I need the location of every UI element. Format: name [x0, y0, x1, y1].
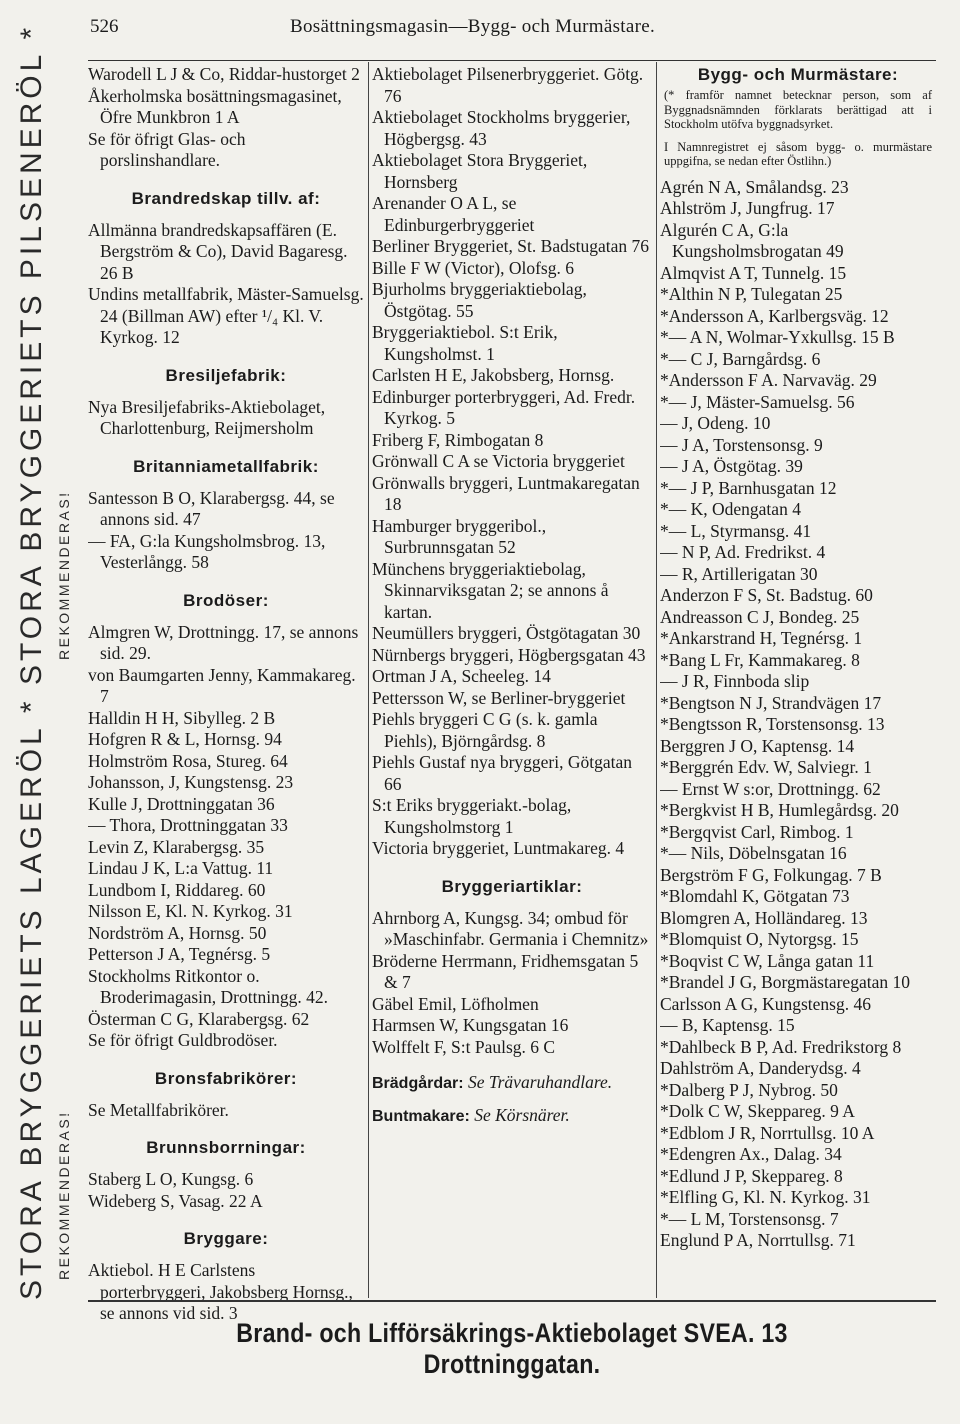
directory-entry: *Berggrén Edv. W, Salviegr. 1: [660, 757, 872, 777]
running-title: Bosättningsmagasin—Bygg- och Murmästare.: [290, 16, 656, 37]
directory-entry: *Dahlbeck B P, Ad. Fredrikstorg 8: [660, 1036, 902, 1057]
directory-entry: Carlsten H E, Jakobsberg, Hornsg.: [372, 365, 615, 385]
directory-entry: Almqvist A T, Tunnelg. 15: [660, 262, 847, 283]
directory-entry: Englund P A, Norrtullsg. 71: [660, 1230, 856, 1250]
directory-entry: Nordström A, Hornsg. 50: [88, 922, 267, 943]
directory-entry: *Edlund J P, Skeppareg. 8: [660, 1165, 843, 1186]
directory-entry: *— K, Odengatan 4: [660, 499, 801, 519]
directory-entry: Se för öfrigt Guldbrodöser.: [88, 1030, 278, 1050]
cross-reference-buntmakare: [372, 1105, 652, 1128]
directory-entry: *Andersson F A. Narvaväg. 29: [660, 370, 877, 390]
page-number: 526: [90, 16, 119, 37]
directory-entry: Undins metallfabrik, Mäster-Samuelsg. 24 (Billman AW) efter ¹/₄ Kl. V. Kyrkog. 12: [88, 284, 364, 347]
directory-entry: *— L, Styrmansg. 41: [660, 520, 812, 541]
directory-entry: S:t Eriks bryggeriakt.-bolag, Kungsholmstorg 1: [372, 795, 572, 837]
directory-entry: Bille F W (Victor), Olofsg. 6: [372, 257, 574, 278]
directory-entry: *Althin N P, Tulegatan 25: [660, 284, 843, 304]
directory-entry: von Baumgarten Jenny, Kammakareg. 7: [88, 664, 356, 706]
directory-entry: *Blomdahl K, Götgatan 73: [660, 886, 850, 906]
directory-entry: Hofgren R & L, Hornsg. 94: [88, 729, 282, 749]
column-1: [88, 64, 364, 1325]
directory-entry: — R, Artillerigatan 30: [660, 563, 818, 584]
directory-entry: Johansson, J, Kungstensg. 23: [88, 772, 294, 792]
side-ad-sub-text-2: REKOMMENDERAS!: [56, 1110, 72, 1280]
directory-entry: Ortman J A, Scheeleg. 14: [372, 666, 551, 686]
directory-entry: *— J, Mäster-Samuelsg. 56: [660, 391, 855, 412]
column-3: [660, 64, 936, 1252]
directory-entry: Agrén N A, Smålandsg. 23: [660, 176, 849, 197]
directory-entry: Ahlström J, Jungfrug. 17: [660, 198, 835, 218]
directory-entry: Ahrnborg A, Kungsg. 34; ombud för »Maschinfabr. Germania i Chemnitz»: [372, 907, 649, 949]
directory-entry: Nürnbergs bryggeri, Högbergsgatan 43: [372, 644, 646, 665]
entry-list-britanniametallfabrik: [88, 488, 364, 574]
directory-entry: *Blomquist O, Nytorgsg. 15: [660, 929, 859, 949]
section-heading-bresiljefabrik: Bresiljefabrik:: [165, 365, 287, 385]
directory-entry: Münchens bryggeriaktiebolag, Skinnarviksgatan 2; se annons å kartan.: [372, 558, 609, 622]
directory-entry: Edinburger porterbryggeri, Ad. Fredr. Kyrkog. 5: [372, 386, 636, 428]
directory-entry: Åkerholmska bosättningsmagasinet, Öfre Munkbron 1 A: [88, 85, 342, 127]
column-divider-2: [656, 62, 657, 1298]
directory-entry: Dahlström A, Danderydsg. 4: [660, 1058, 861, 1078]
directory-entry: Lindau J K, L:a Vattug. 11: [88, 858, 274, 878]
directory-entry: Stockholms Ritkontor o. Broderimagasin, Drottningg. 42.: [88, 965, 328, 1007]
section-heading-brunnsborrningar: Brunnsborrningar:: [146, 1138, 306, 1157]
directory-entry: Almgren W, Drottningg. 17, se annons sid. 29.: [88, 621, 359, 663]
column-divider-1: [368, 62, 369, 1298]
directory-entry: Andreasson C J, Bondeg. 25: [660, 606, 860, 627]
directory-entry: *— A N, Wolmar-Yxkullsg. 15 B: [660, 327, 895, 347]
entry-list-brandredskap: [88, 220, 364, 349]
directory-entry: Wideberg S, Vasag. 22 A: [88, 1190, 263, 1211]
directory-entry: Aktiebol. H E Carlstens porterbryggeri, Jakobsberg Hornsg., se annons vid sid. 3: [88, 1260, 353, 1323]
directory-entry: Warodell L J & Co, Riddar-hustorget 2: [88, 64, 360, 84]
section-heading-brandredskap: Brandredskap tillv. af:: [131, 188, 321, 208]
directory-entry: Nya Bresiljefabriks-Aktiebolaget, Charlottenburg, Reijmersholm: [88, 396, 326, 438]
directory-entry: *Ankarstrand H, Tegnérsg. 1: [660, 628, 863, 648]
directory-entry: *Bengtson N J, Strandvägen 17: [660, 692, 882, 713]
column-2: [372, 64, 652, 1127]
side-advertisement: [0, 23, 84, 1300]
directory-entry: Bryggeriaktiebol. S:t Erik, Kungsholmst. 1: [372, 322, 558, 364]
directory-entry: *Bergkvist H B, Humlegårdsg. 20: [660, 800, 899, 820]
section-heading-bryggare: Bryggare:: [183, 1229, 269, 1248]
directory-entry: Bröderne Herrmann, Fridhemsgatan 5 & 7: [372, 950, 639, 992]
directory-entry: Nilsson E, Kl. N. Kyrkog. 31: [88, 901, 293, 921]
directory-entry: Carlsson A G, Kungstensg. 46: [660, 993, 871, 1014]
buntmakare-text: Se Körsnärer.: [474, 1104, 570, 1125]
directory-entry: Harmsen W, Kungsgatan 16: [372, 1015, 569, 1035]
section-heading-bronsfabrikorer: Bronsfabrikörer:: [154, 1068, 298, 1088]
entry-list-brodoser: [88, 622, 364, 1052]
directory-entry: *— Nils, Döbelnsgatan 16: [660, 843, 847, 863]
entry-list-bresiljefabrik: [88, 397, 364, 440]
entry-list-bronsfabrikorer: [88, 1100, 364, 1122]
directory-entry: Anderzon F S, St. Badstug. 60: [660, 585, 873, 605]
entry-list-brunnsborrningar: [88, 1169, 364, 1212]
directory-entry: Piehls Gustaf nya bryggeri, Götgatan 66: [372, 752, 633, 794]
directory-entry: — J, Odeng. 10: [660, 413, 771, 433]
directory-entry: Se för öfrigt Glas- och porslinshandlare.: [88, 128, 246, 170]
cross-reference-bradgardar: [372, 1072, 652, 1095]
directory-entry: Allmänna brandredskapsaffären (E. Bergström & Co), David Bagaresg. 26 B: [88, 219, 348, 283]
directory-entry: Algurén C A, G:la Kungsholmsbrogatan 49: [660, 219, 844, 261]
directory-entry: Aktiebolaget Stora Bryggeriet, Hornsberg: [372, 150, 588, 192]
directory-entry: — Thora, Drottninggatan 33: [88, 815, 288, 835]
directory-entry: *Edengren Ax., Dalag. 34: [660, 1144, 842, 1164]
section-heading-bryggeriartiklar: Bryggeriartiklar:: [441, 876, 583, 896]
directory-entry: Se Metallfabrikörer.: [88, 1099, 229, 1120]
directory-entry: *Bengtsson R, Torstensonsg. 13: [660, 714, 885, 734]
directory-entry: *Dolk C W, Skeppareg. 9 A: [660, 1101, 855, 1121]
directory-entry: Piehls bryggeri C G (s. k. gamla Piehls), Björngårdsg. 8: [372, 709, 598, 751]
directory-entry: — J A, Östgötag. 39: [660, 456, 803, 476]
directory-entry: — Ernst W s:or, Drottningg. 62: [660, 778, 881, 799]
directory-entry: Grönwall C A se Victoria bryggeriet: [372, 451, 625, 471]
directory-entry: Berggren J O, Kaptensg. 14: [660, 735, 855, 756]
directory-entry: Halldin H H, Sibylleg. 2 B: [88, 707, 276, 728]
directory-entry: — B, Kaptensg. 15: [660, 1015, 795, 1035]
bottom-rule: [88, 1300, 936, 1302]
directory-entry: Pettersson W, se Berliner-bryggeriet: [372, 687, 626, 708]
directory-entry: *— L M, Torstensonsg. 7: [660, 1208, 839, 1229]
directory-entry: Santesson B O, Klarabergsg. 44, se annons sid. 47: [88, 487, 335, 529]
directory-entry: Neumüllers bryggeri, Östgötagatan 30: [372, 623, 641, 643]
directory-entry: Blomgren A, Holländareg. 13: [660, 907, 868, 928]
side-ad-sub-text-1: REKOMMENDERAS!: [56, 490, 72, 660]
directory-entry: *Dalberg P J, Nybrog. 50: [660, 1079, 838, 1100]
directory-entry: Holmström Rosa, Stureg. 64: [88, 750, 288, 771]
directory-entry: *— C J, Barngårdsg. 6: [660, 348, 821, 369]
directory-entry: Grönwalls bryggeri, Luntmakaregatan 18: [372, 472, 640, 514]
directory-entry: *Bergqvist Carl, Rimbog. 1: [660, 821, 854, 842]
directory-entry: *Elfling G, Kl. N. Kyrkog. 31: [660, 1187, 871, 1207]
section-heading-bygg-murmastare: Bygg- och Murmästare:: [697, 65, 899, 84]
directory-entry: Friberg F, Rimbogatan 8: [372, 429, 544, 450]
directory-entry: Bjurholms bryggeriaktiebolag, Östgötag. 55: [372, 279, 587, 321]
directory-entry: Bergström F G, Folkungag. 7 B: [660, 864, 882, 885]
directory-entry: Victoria bryggeriet, Luntmakareg. 4: [372, 838, 625, 858]
directory-entry: Gäbel Emil, Löfholmen: [372, 993, 539, 1014]
directory-entry: *Andersson A, Karlbergsväg. 12: [660, 305, 889, 326]
directory-entry: Lundbom I, Riddareg. 60: [88, 879, 266, 900]
buntmakare-label: Buntmakare:: [372, 1107, 470, 1125]
directory-entry: Arenander O A L, se Edinburgerbryggeriet: [372, 193, 535, 235]
entry-list-bryggare-cont: [372, 64, 652, 860]
section-heading-britanniametallfabrik: Britanniametallfabrik:: [133, 456, 319, 476]
directory-entry: Berliner Bryggeriet, St. Badstugatan 76: [372, 236, 650, 256]
page-header: [90, 12, 930, 42]
directory-entry: *Edblom J R, Norrtullsg. 10 A: [660, 1122, 875, 1143]
entry-list-bryggare: [88, 1260, 364, 1325]
directory-entry: — FA, G:la Kungsholmsbrog. 13, Vesterlångg. 58: [88, 530, 326, 572]
directory-entry: *Brandel J G, Borgmästaregatan 10: [660, 972, 910, 992]
bradgardar-text: Se Trävaruhandlare.: [467, 1072, 613, 1092]
side-ad-main-text: STORA BRYGGERIETS LAGERÖL * STORA BRYGGERIETS PILSENERÖL *: [15, 23, 48, 1300]
directory-entry: Aktiebolaget Stockholms bryggerier, Högbergsg. 43: [372, 107, 631, 149]
directory-entry: Kulle J, Drottninggatan 36: [88, 793, 275, 814]
entry-list-bryggeriartiklar: [372, 908, 652, 1059]
note-register: I Namnregistret ej såsom bygg- o. murmästare uppgifna, se nedan efter Östlihn.): [664, 139, 932, 168]
directory-entry: *Bang L Fr, Kammakareg. 8: [660, 649, 860, 670]
directory-entry: Österman C G, Klarabergsg. 62: [88, 1008, 310, 1029]
directory-entry: *Boqvist C W, Långa gatan 11: [660, 950, 875, 971]
directory-entry: — J R, Finnboda slip: [660, 671, 810, 691]
directory-entry: *— J P, Barnhusgatan 12: [660, 477, 837, 498]
directory-entry: Petterson J A, Tegnérsg. 5: [88, 944, 271, 964]
directory-entry: — N P, Ad. Fredrikst. 4: [660, 542, 826, 562]
top-rule: [88, 60, 936, 61]
directory-entry: — J A, Torstensonsg. 9: [660, 434, 823, 455]
bradgardar-label: Brädgårdar:: [372, 1075, 464, 1092]
directory-entry: Wolffelt F, S:t Paulsg. 6 C: [372, 1036, 556, 1057]
footer-advertisement: Brand- och Lifförsäkrings-Aktiebolaget SVEA. 13 Drottninggatan.: [236, 1318, 788, 1379]
note-asterisk-explanation: (* framför namnet betecknar person, som af Byggnadsnämnden förklarats berättigad att i Stockholm utöfva byggnadsyrket.: [664, 88, 932, 131]
directory-entry: Aktiebolaget Pilsenerbryggeriet. Götg. 76: [372, 64, 644, 106]
entry-list-bygg-murmastare: [660, 177, 936, 1252]
directory-entry: Hamburger bryggeribol., Surbrunnsgatan 52: [372, 515, 547, 557]
directory-entry: Staberg L O, Kungsg. 6: [88, 1169, 254, 1189]
directory-entry: Levin Z, Klarabergsg. 35: [88, 836, 265, 857]
section-heading-brodoser: Brodöser:: [183, 590, 269, 610]
entry-list-top: [88, 64, 364, 172]
